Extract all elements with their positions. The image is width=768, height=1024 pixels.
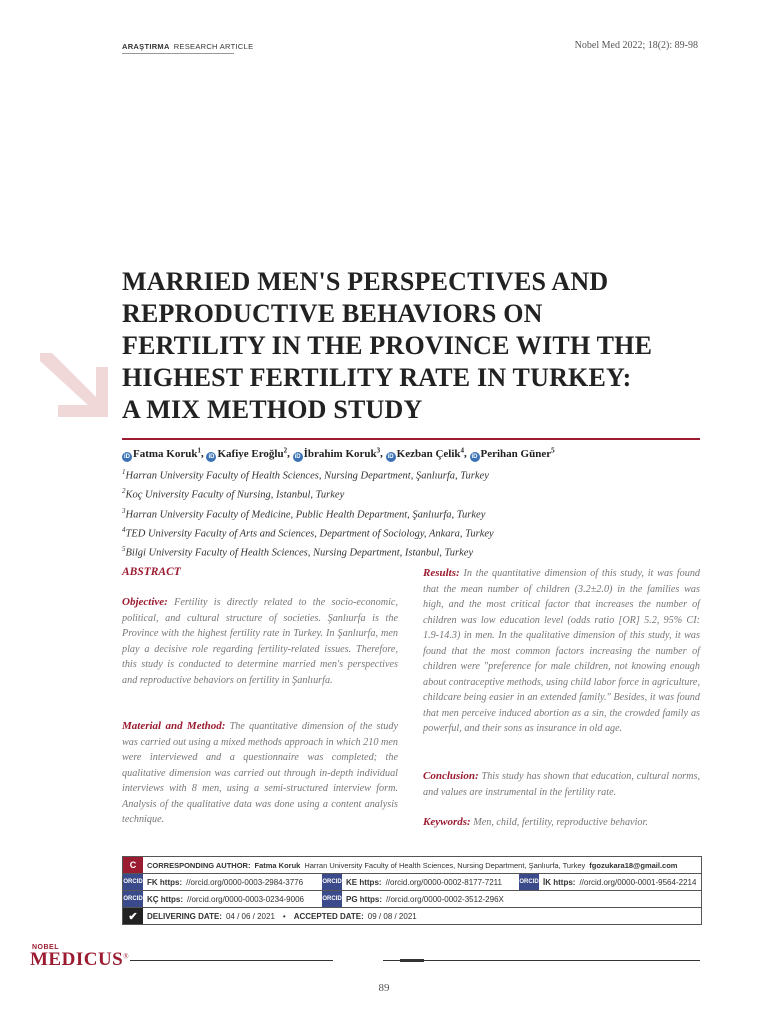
- orcid-row: [123, 891, 701, 908]
- title-line: HIGHEST FERTILITY RATE IN TURKEY:: [122, 363, 632, 392]
- article-type: [122, 42, 253, 51]
- orcid-link-ik[interactable]: İK https: //orcid.org/0000-0001-9564-2214: [543, 877, 697, 887]
- affiliation: $^2$Koç University Faculty of Nursing, Istanbul, Turkey: [122, 487, 345, 501]
- abstract-keywords: Keywords: Men, child, fertility, reproductive behavior.: [423, 816, 648, 828]
- orcid-link-kc[interactable]: KÇ https: //orcid.org/0000-0003-0234-9006: [147, 894, 304, 904]
- orcid-tag-icon: ORCID: [519, 874, 539, 890]
- header-rule: [122, 53, 234, 54]
- abstract-methods: Material and Method: The quantitative dimension of the study was carried out using a mixed methods approach in which 210 men were interviewed and a questionnaire was completed; the qualitative dimension was carried out through in-depth individual interviews with 8 men, using a semi-structured interview form. Analysis of the qualitative data was done using a content analysis technique.: [122, 720, 399, 825]
- dates-row: ✔ DELIVERING DATE: 04 / 06 / 2021 • ACCEPTED DATE: 09 / 08 / 2021: [123, 908, 701, 924]
- abstract-results: Results: In the quantitative dimension of this study, it was found that the mean number of children (3.2±2.0) in the families was high, and the most critical factor that increases the number of children was low education level (odds ratio [OR] 5.2, 95% CI: 1.9-14.3) in men. In the qualitative dimension of this study, it was found that the most common factors increasing the number of children were "preference for male children, not knowing enough about contraceptive methods, using child labor force in agriculture, childcare being easier in an extended family." Besides, it was found that men perceive induced abortion as a sin, the crowded family as powerful, and their sons as insurance in old age.: [423, 567, 701, 734]
- accepted-date: 09 / 08 / 2021: [367, 911, 417, 921]
- title-rule: [122, 438, 700, 440]
- title-line: MARRIED MEN'S PERSPECTIVES AND: [122, 267, 609, 296]
- orcid-link-fk[interactable]: FK https: //orcid.org/0000-0003-2984-3776: [147, 877, 304, 887]
- footer-mark: [400, 959, 424, 962]
- email-link[interactable]: fgozukara18@gmail.com: [589, 860, 678, 870]
- author-list: iD Fatma Koruk$^1$, iD Kafiye Eroğlu$^2$, iD İbrahim Koruk$^3$, iD Kezban Çelik$^4$, iD Perihan Güner$^5$: [124, 446, 555, 460]
- orcid-link-pg[interactable]: PG https: //orcid.org/0000-0002-3512-296X: [346, 894, 504, 904]
- orcid-tag-icon: ORCID: [123, 891, 143, 907]
- title-line: FERTILITY IN THE PROVINCE WITH THE: [122, 331, 653, 360]
- title-line: A MIX METHOD STUDY: [122, 395, 423, 424]
- affiliation: $^1$Harran University Faculty of Health Sciences, Nursing Department, Şanlıurfa, Turkey: [122, 468, 489, 482]
- nobel-medicus-logo: NOBEL MEDICUS®: [30, 944, 129, 970]
- orcid-icon[interactable]: iD: [208, 453, 215, 460]
- affiliation: $^3$Harran University Faculty of Medicine, Public Health Department, Şanlıurfa, Turkey: [122, 506, 486, 521]
- affiliation-list: [122, 465, 494, 561]
- orcid-icon[interactable]: iD: [124, 453, 130, 460]
- check-icon: ✔: [123, 908, 143, 924]
- orcid-row: [123, 874, 701, 891]
- abstract-objective: Objective: Fertility is directly related to the socio-economic, political, and cultural structure of societies. Şanlıurfa is the Province with the highest fertility rate in Turkey. In Şanlıurfa, men play a decisive role regarding fertility-related issues. Therefore, this study is conducted to determine married men's perspectives and reproductive behaviors on fertility in Şanlıurfa.: [122, 596, 398, 686]
- journal-citation: Nobel Med 2022; 18(2): 89-98: [574, 40, 698, 51]
- orcid-icon[interactable]: iD: [471, 453, 478, 460]
- article-info-box: [122, 856, 702, 925]
- abstract-heading: ABSTRACT: [122, 566, 181, 578]
- author: iD Perihan Güner$^5$: [471, 446, 555, 460]
- footer-rule: [383, 960, 700, 961]
- title-line: REPRODUCTIVE BEHAVIORS ON: [122, 299, 543, 328]
- article-title: [122, 266, 722, 426]
- orcid-tag-icon: ORCID: [123, 874, 143, 890]
- affiliation: $^5$Bilgi University Faculty of Health Sciences, Nursing Department, Istanbul, Turkey: [122, 545, 474, 559]
- orcid-icon[interactable]: iD: [387, 453, 394, 460]
- footer-rule: [130, 960, 333, 961]
- orcid-tag-icon: ORCID: [322, 891, 342, 907]
- orcid-tag-icon: ORCID: [322, 874, 342, 890]
- author: iD Kezban Çelik$^4$: [387, 446, 465, 460]
- article-type-en: RESEARCH ARTICLE: [173, 42, 254, 51]
- corresponding-tag: C: [123, 857, 143, 873]
- article-type-tr: ARAŞTIRMA: [122, 42, 170, 51]
- orcid-link-ke[interactable]: KE https: //orcid.org/0000-0002-8177-7211: [346, 877, 502, 887]
- author: iD İbrahim Koruk$^3$: [294, 446, 381, 460]
- abstract-conclusion: Conclusion: This study has shown that education, cultural norms, and values are instrumental in the fertility rate.: [423, 770, 700, 798]
- delivering-date: 04 / 06 / 2021: [225, 911, 275, 921]
- corresponding-author-row: C CORRESPONDING AUTHOR: Fatma Koruk Harran University Faculty of Health Sciences, Nursing Department, Şanlıurfa, Turkey fgozukara18@gmail.com: [123, 857, 701, 874]
- author: iD Fatma Koruk$^1$: [124, 446, 201, 460]
- author: iD Kafiye Eroğlu$^2$: [208, 446, 288, 460]
- page-number: 89: [378, 982, 390, 994]
- affiliation: $^4$TED University Faculty of Arts and Sciences, Department of Sociology, Ankara, Turkey: [122, 525, 494, 540]
- orcid-icon[interactable]: iD: [294, 453, 301, 460]
- arrow-decoration-icon: [30, 345, 110, 425]
